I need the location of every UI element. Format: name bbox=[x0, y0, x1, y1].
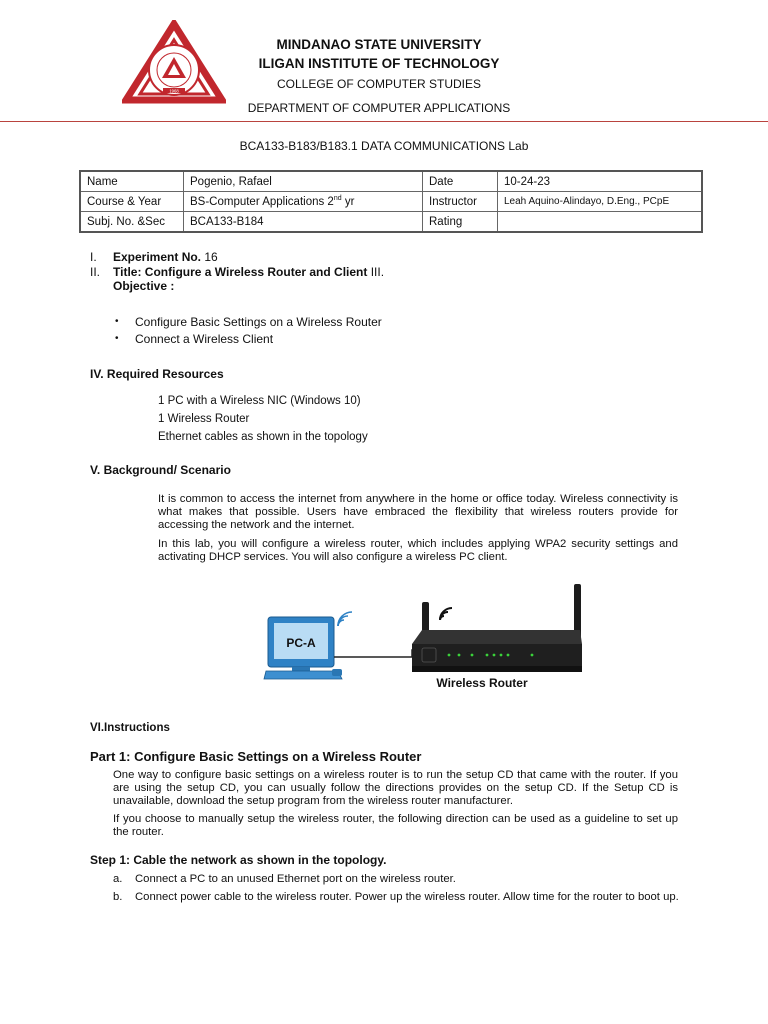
pc-a-label: PC-A bbox=[286, 636, 316, 650]
step-b-text: Connect power cable to the wireless router. Power up the wireless router. Allow time for the router to boot up. bbox=[135, 891, 679, 903]
instructor-value: Leah Aquino-Alindayo, D.Eng., PCpE bbox=[498, 192, 703, 212]
student-info-table bbox=[79, 170, 703, 233]
topology-diagram bbox=[262, 582, 592, 694]
step1-title: Step 1: Cable the network as shown in the topology. bbox=[90, 853, 387, 867]
name-label: Name bbox=[80, 171, 184, 192]
step-a-text: Connect a PC to an unused Ethernet port on the wireless router. bbox=[135, 873, 456, 885]
university-name: MINDANAO STATE UNIVERSITY bbox=[276, 37, 482, 52]
resource-item-3: Ethernet cables as shown in the topology bbox=[158, 431, 368, 443]
department-name: DEPARTMENT OF COMPUTER APPLICATIONS bbox=[247, 101, 511, 115]
rating-label: Rating bbox=[423, 212, 498, 233]
subject-value: BCA133-B184 bbox=[184, 212, 423, 233]
name-value: Pogenio, Rafael bbox=[184, 171, 423, 192]
course-value-sup: nd bbox=[333, 195, 342, 203]
university-logo bbox=[122, 20, 226, 104]
ethernet-cable bbox=[334, 650, 414, 657]
svg-text:1968: 1968 bbox=[169, 88, 179, 94]
title-line bbox=[113, 265, 384, 279]
header-divider bbox=[0, 121, 768, 122]
objective-item-1: Configure Basic Settings on a Wireless Router bbox=[135, 315, 382, 329]
experiment-line bbox=[113, 250, 218, 264]
instructions-heading: VI.Instructions bbox=[90, 722, 170, 734]
course-value bbox=[184, 192, 423, 212]
table-row bbox=[80, 212, 702, 233]
institute-name: ILIGAN INSTITUTE OF TECHNOLOGY bbox=[258, 56, 500, 71]
resource-item-2: 1 Wireless Router bbox=[158, 413, 250, 425]
title-label: Title: Configure a Wireless Router and Client bbox=[113, 265, 368, 279]
objective-label: Objective : bbox=[113, 279, 175, 293]
router-wifi-icon bbox=[440, 608, 452, 620]
objective-item-2: Connect a Wireless Client bbox=[135, 332, 274, 346]
resources-heading: IV. Required Resources bbox=[90, 367, 224, 381]
subject-label: Subj. No. &Sec bbox=[80, 212, 184, 233]
course-label: Course & Year bbox=[80, 192, 184, 212]
resource-item-1: 1 PC with a Wireless NIC (Windows 10) bbox=[158, 395, 361, 407]
rating-value bbox=[498, 212, 703, 233]
section-number-ii: II. bbox=[90, 265, 101, 279]
experiment-label: Experiment No. bbox=[113, 250, 202, 264]
course-title: BCA133-B183/B183.1 DATA COMMUNICATIONS Lab bbox=[239, 139, 529, 153]
instructor-label: Instructor bbox=[423, 192, 498, 212]
background-paragraph-1: It is common to access the internet from anywhere in the home or office today. Wireless connectivity is what makes that possible. Users have embraced the flexibility that wireless routers provide for accessing the network and the internet. bbox=[158, 493, 678, 531]
course-value-text: BS-Computer Applications 2 bbox=[190, 195, 334, 208]
part1-title: Part 1: Configure Basic Settings on a Wireless Router bbox=[90, 749, 422, 764]
table-row bbox=[80, 192, 702, 212]
pc-wifi-icon bbox=[338, 612, 352, 626]
date-value: 10-24-23 bbox=[498, 171, 703, 192]
background-paragraph-2: In this lab, you will configure a wireless router, which includes applying WPA2 security settings and activating DHCP services. You will also configure a wireless PC client. bbox=[158, 538, 678, 563]
date-label: Date bbox=[423, 171, 498, 192]
section-number-iii: III. bbox=[367, 265, 385, 279]
part1-paragraph-1: One way to configure basic settings on a wireless router is to run the setup CD that came with the router. If you are using the setup CD, you can usually follow the directions provides on the setup CD. If the Setup CD is unavailable, download the setup program from the wireless router manufacturer. bbox=[113, 769, 678, 807]
college-name: COLLEGE OF COMPUTER STUDIES bbox=[276, 77, 482, 91]
step-b-label: b. bbox=[113, 891, 123, 903]
bullet-1: • bbox=[115, 316, 119, 327]
background-heading: V. Background/ Scenario bbox=[90, 463, 231, 477]
experiment-value: 16 bbox=[204, 250, 218, 264]
course-value-suffix: yr bbox=[341, 195, 355, 208]
section-number-i: I. bbox=[90, 250, 97, 264]
part1-paragraph-2: If you choose to manually setup the wireless router, the following direction can be used as a guideline to set up the router. bbox=[113, 813, 678, 838]
table-row bbox=[80, 171, 702, 192]
bullet-2: • bbox=[115, 333, 119, 344]
router-label: Wireless Router bbox=[436, 676, 528, 690]
router-icon bbox=[412, 584, 582, 672]
step-a-label: a. bbox=[113, 873, 123, 885]
